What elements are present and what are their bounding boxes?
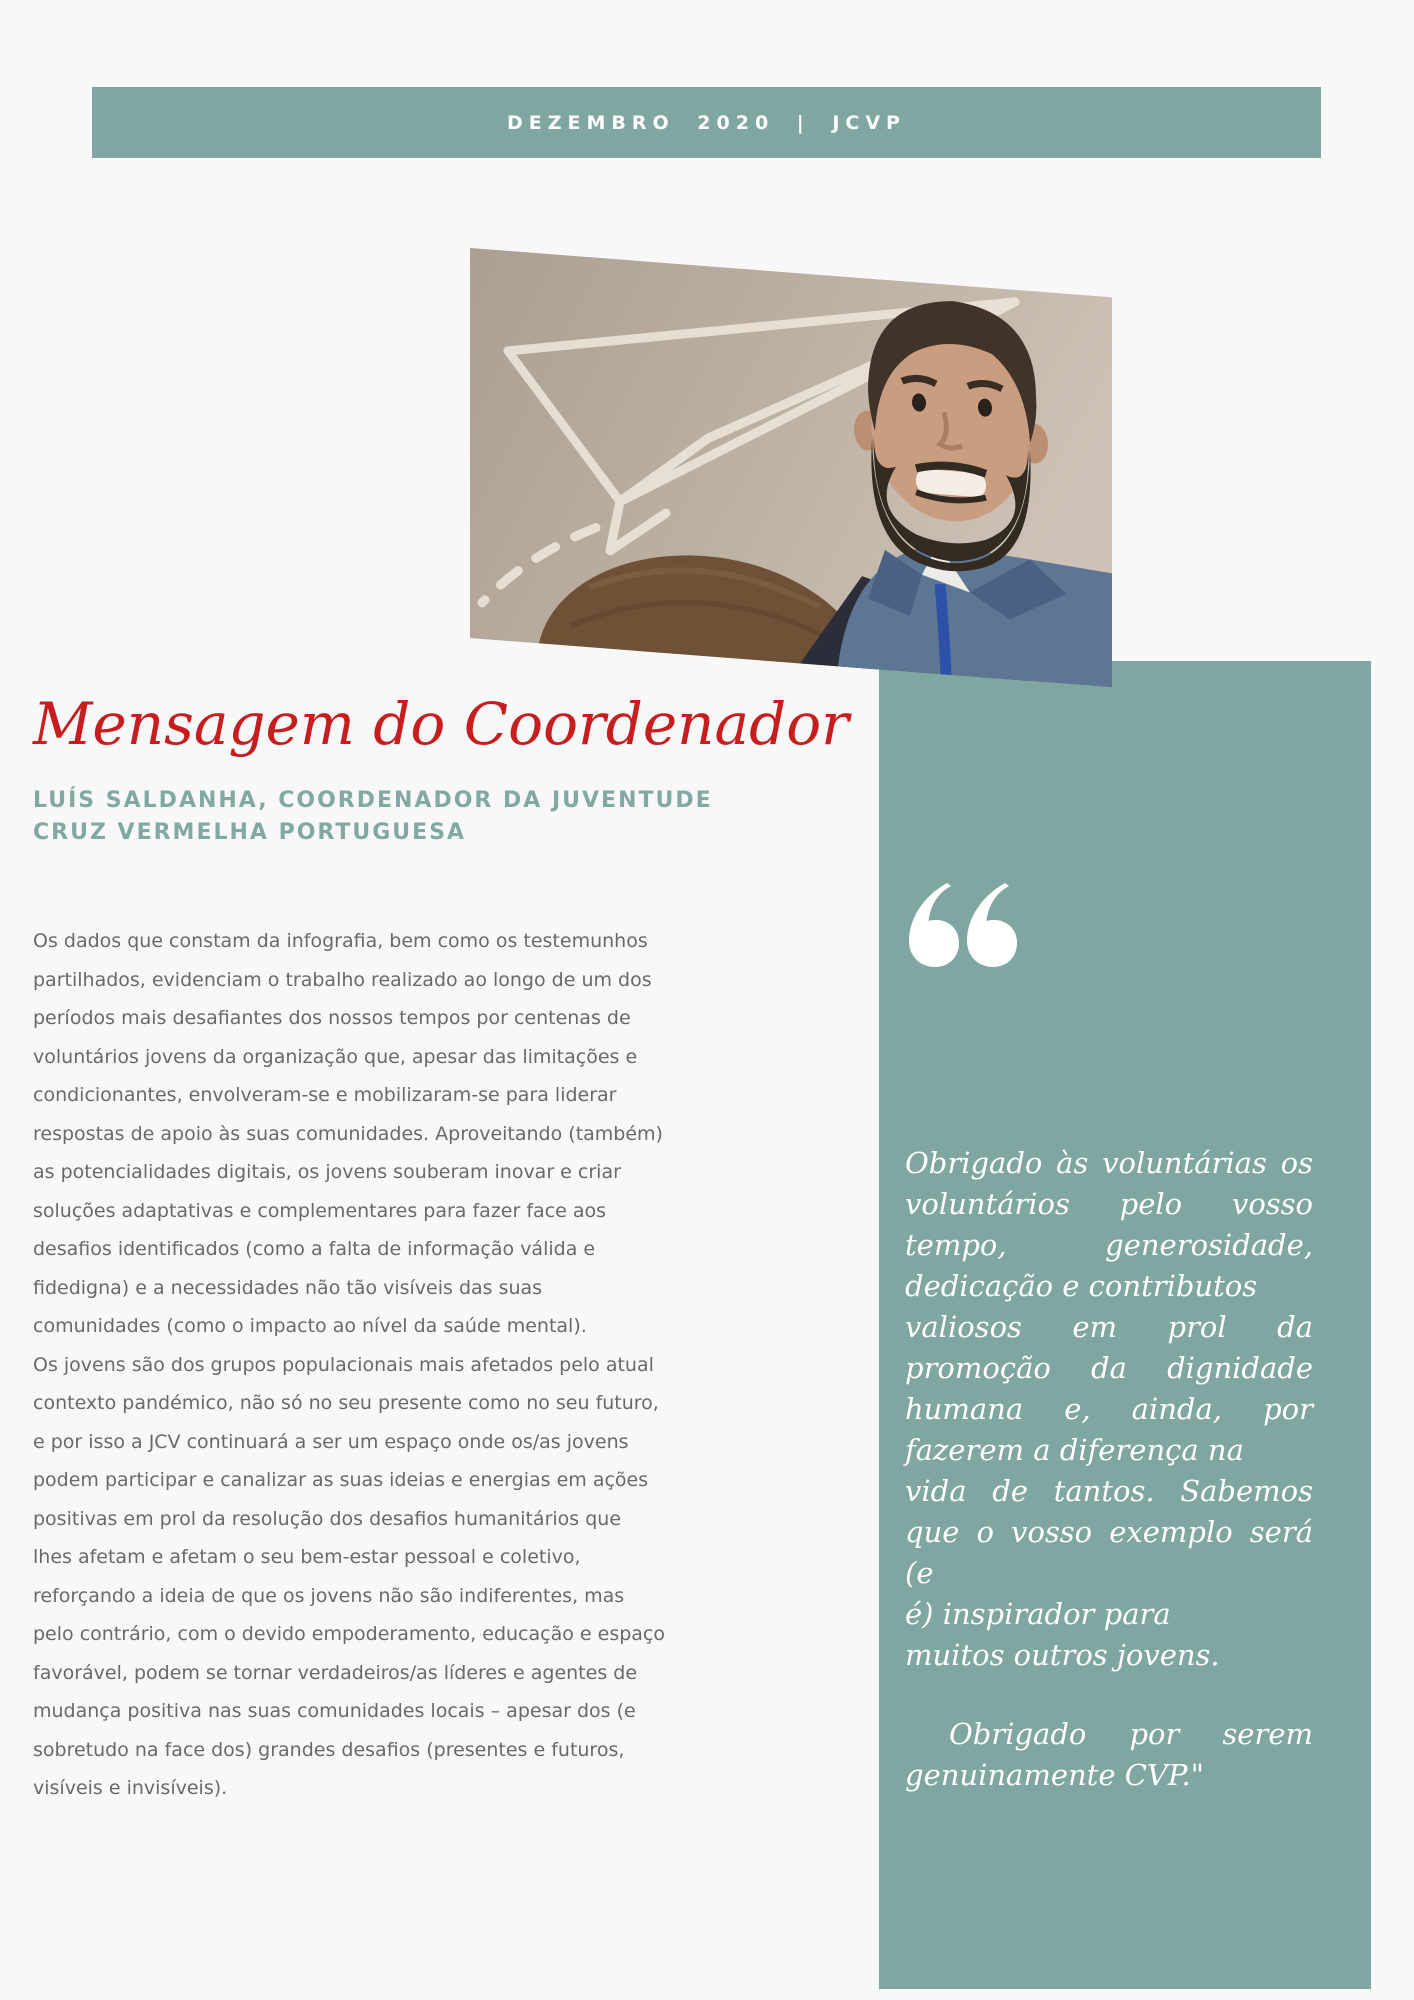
body-line: mudança positiva nas suas comunidades locais – apesar dos (e bbox=[33, 1700, 636, 1722]
subtitle-line-1: LUÍS SALDANHA, COORDENADOR DA JUVENTUDE bbox=[33, 788, 713, 813]
quote-line: muitos outros jovens. bbox=[905, 1638, 1220, 1672]
body-line: respostas de apoio às suas comunidades. Aproveitando (também) bbox=[33, 1122, 663, 1145]
coordinator-photo-art bbox=[470, 248, 1112, 687]
body-line: desafios identificados (como a falta de informação válida e bbox=[33, 1238, 596, 1260]
quote-line: que o vosso exemplo será (e bbox=[905, 1515, 1313, 1590]
body-line: visíveis e invisíveis). bbox=[33, 1777, 228, 1799]
body-line: sobretudo na face dos) grandes desafios (presentes e futuros, bbox=[33, 1738, 625, 1761]
quote-line: valiosos em prol da bbox=[905, 1310, 1313, 1344]
body-line: partilhados, evidenciam o trabalho realizado ao longo de um dos bbox=[33, 968, 652, 991]
subtitle-line-2: CRUZ VERMELHA PORTUGUESA bbox=[33, 820, 467, 845]
page-subtitle bbox=[33, 785, 713, 849]
body-line: voluntários jovens da organização que, apesar das limitações e bbox=[33, 1045, 638, 1068]
body-line: favorável, podem se tornar verdadeiros/as líderes e agentes de bbox=[33, 1661, 638, 1684]
body-line: Os jovens são dos grupos populacionais mais afetados pelo atual bbox=[33, 1353, 654, 1376]
quote-paragraph-1 bbox=[905, 1143, 1313, 1676]
body-line: fidedigna) e a necessidades não tão visíveis das suas bbox=[33, 1276, 543, 1299]
body-line: contexto pandémico, não só no seu presente como no seu futuro, bbox=[33, 1392, 659, 1414]
quote-line: é) inspirador para bbox=[905, 1597, 1171, 1631]
quote-line: vida de tantos. Sabemos bbox=[905, 1474, 1313, 1508]
quote-line: humana e, ainda, por bbox=[905, 1392, 1313, 1426]
quote-line: fazerem a diferença na bbox=[905, 1433, 1244, 1467]
body-line: podem participar e canalizar as suas ideias e energias em ações bbox=[33, 1469, 649, 1491]
quote-line: tempo, generosidade, bbox=[905, 1228, 1313, 1262]
body-line: positivas em prol da resolução dos desafios humanitários que bbox=[33, 1507, 622, 1530]
coordinator-photo bbox=[470, 248, 1112, 687]
quote-line: dedicação e contributos bbox=[905, 1269, 1258, 1303]
body-line: e por isso a JCV continuará a ser um espaço onde os/as jovens bbox=[33, 1430, 629, 1453]
quote-text bbox=[905, 1143, 1313, 1796]
body-line: condicionantes, envolveram-se e mobilizaram-se para liderar bbox=[33, 1084, 617, 1106]
issue-banner bbox=[92, 87, 1321, 158]
page-title: Mensagem do Coordenador bbox=[33, 690, 849, 758]
body-line: as potencialidades digitais, os jovens souberam inovar e criar bbox=[33, 1161, 621, 1183]
quote-line: promoção da dignidade bbox=[905, 1351, 1313, 1385]
quote-line: voluntários pelo vosso bbox=[905, 1187, 1313, 1221]
quote-line: genuinamente CVP." bbox=[905, 1758, 1205, 1792]
body-line: soluções adaptativas e complementares para fazer face aos bbox=[33, 1199, 607, 1222]
opening-double-quote-icon bbox=[907, 883, 1019, 967]
body-line: pelo contrário, com o devido empoderamento, educação e espaço bbox=[33, 1623, 665, 1645]
body-line: lhes afetam e afetam o seu bem-estar pessoal e coletivo, bbox=[33, 1546, 581, 1568]
body-text bbox=[33, 922, 693, 1808]
issue-banner-text: DEZEMBRO 2020 | JCVP bbox=[507, 111, 906, 134]
body-line: reforçando a ideia de que os jovens não são indiferentes, mas bbox=[33, 1584, 625, 1607]
body-line: períodos mais desafiantes dos nossos tempos por centenas de bbox=[33, 1007, 631, 1029]
quote-panel bbox=[879, 661, 1371, 1989]
body-line: Os dados que constam da infografia, bem como os testemunhos bbox=[33, 930, 648, 952]
quote-line: Obrigado às voluntárias os bbox=[905, 1146, 1313, 1180]
body-line: comunidades (como o impacto ao nível da saúde mental). bbox=[33, 1315, 587, 1337]
quote-line: Obrigado por serem bbox=[949, 1717, 1313, 1751]
quote-paragraph-2 bbox=[905, 1714, 1313, 1796]
